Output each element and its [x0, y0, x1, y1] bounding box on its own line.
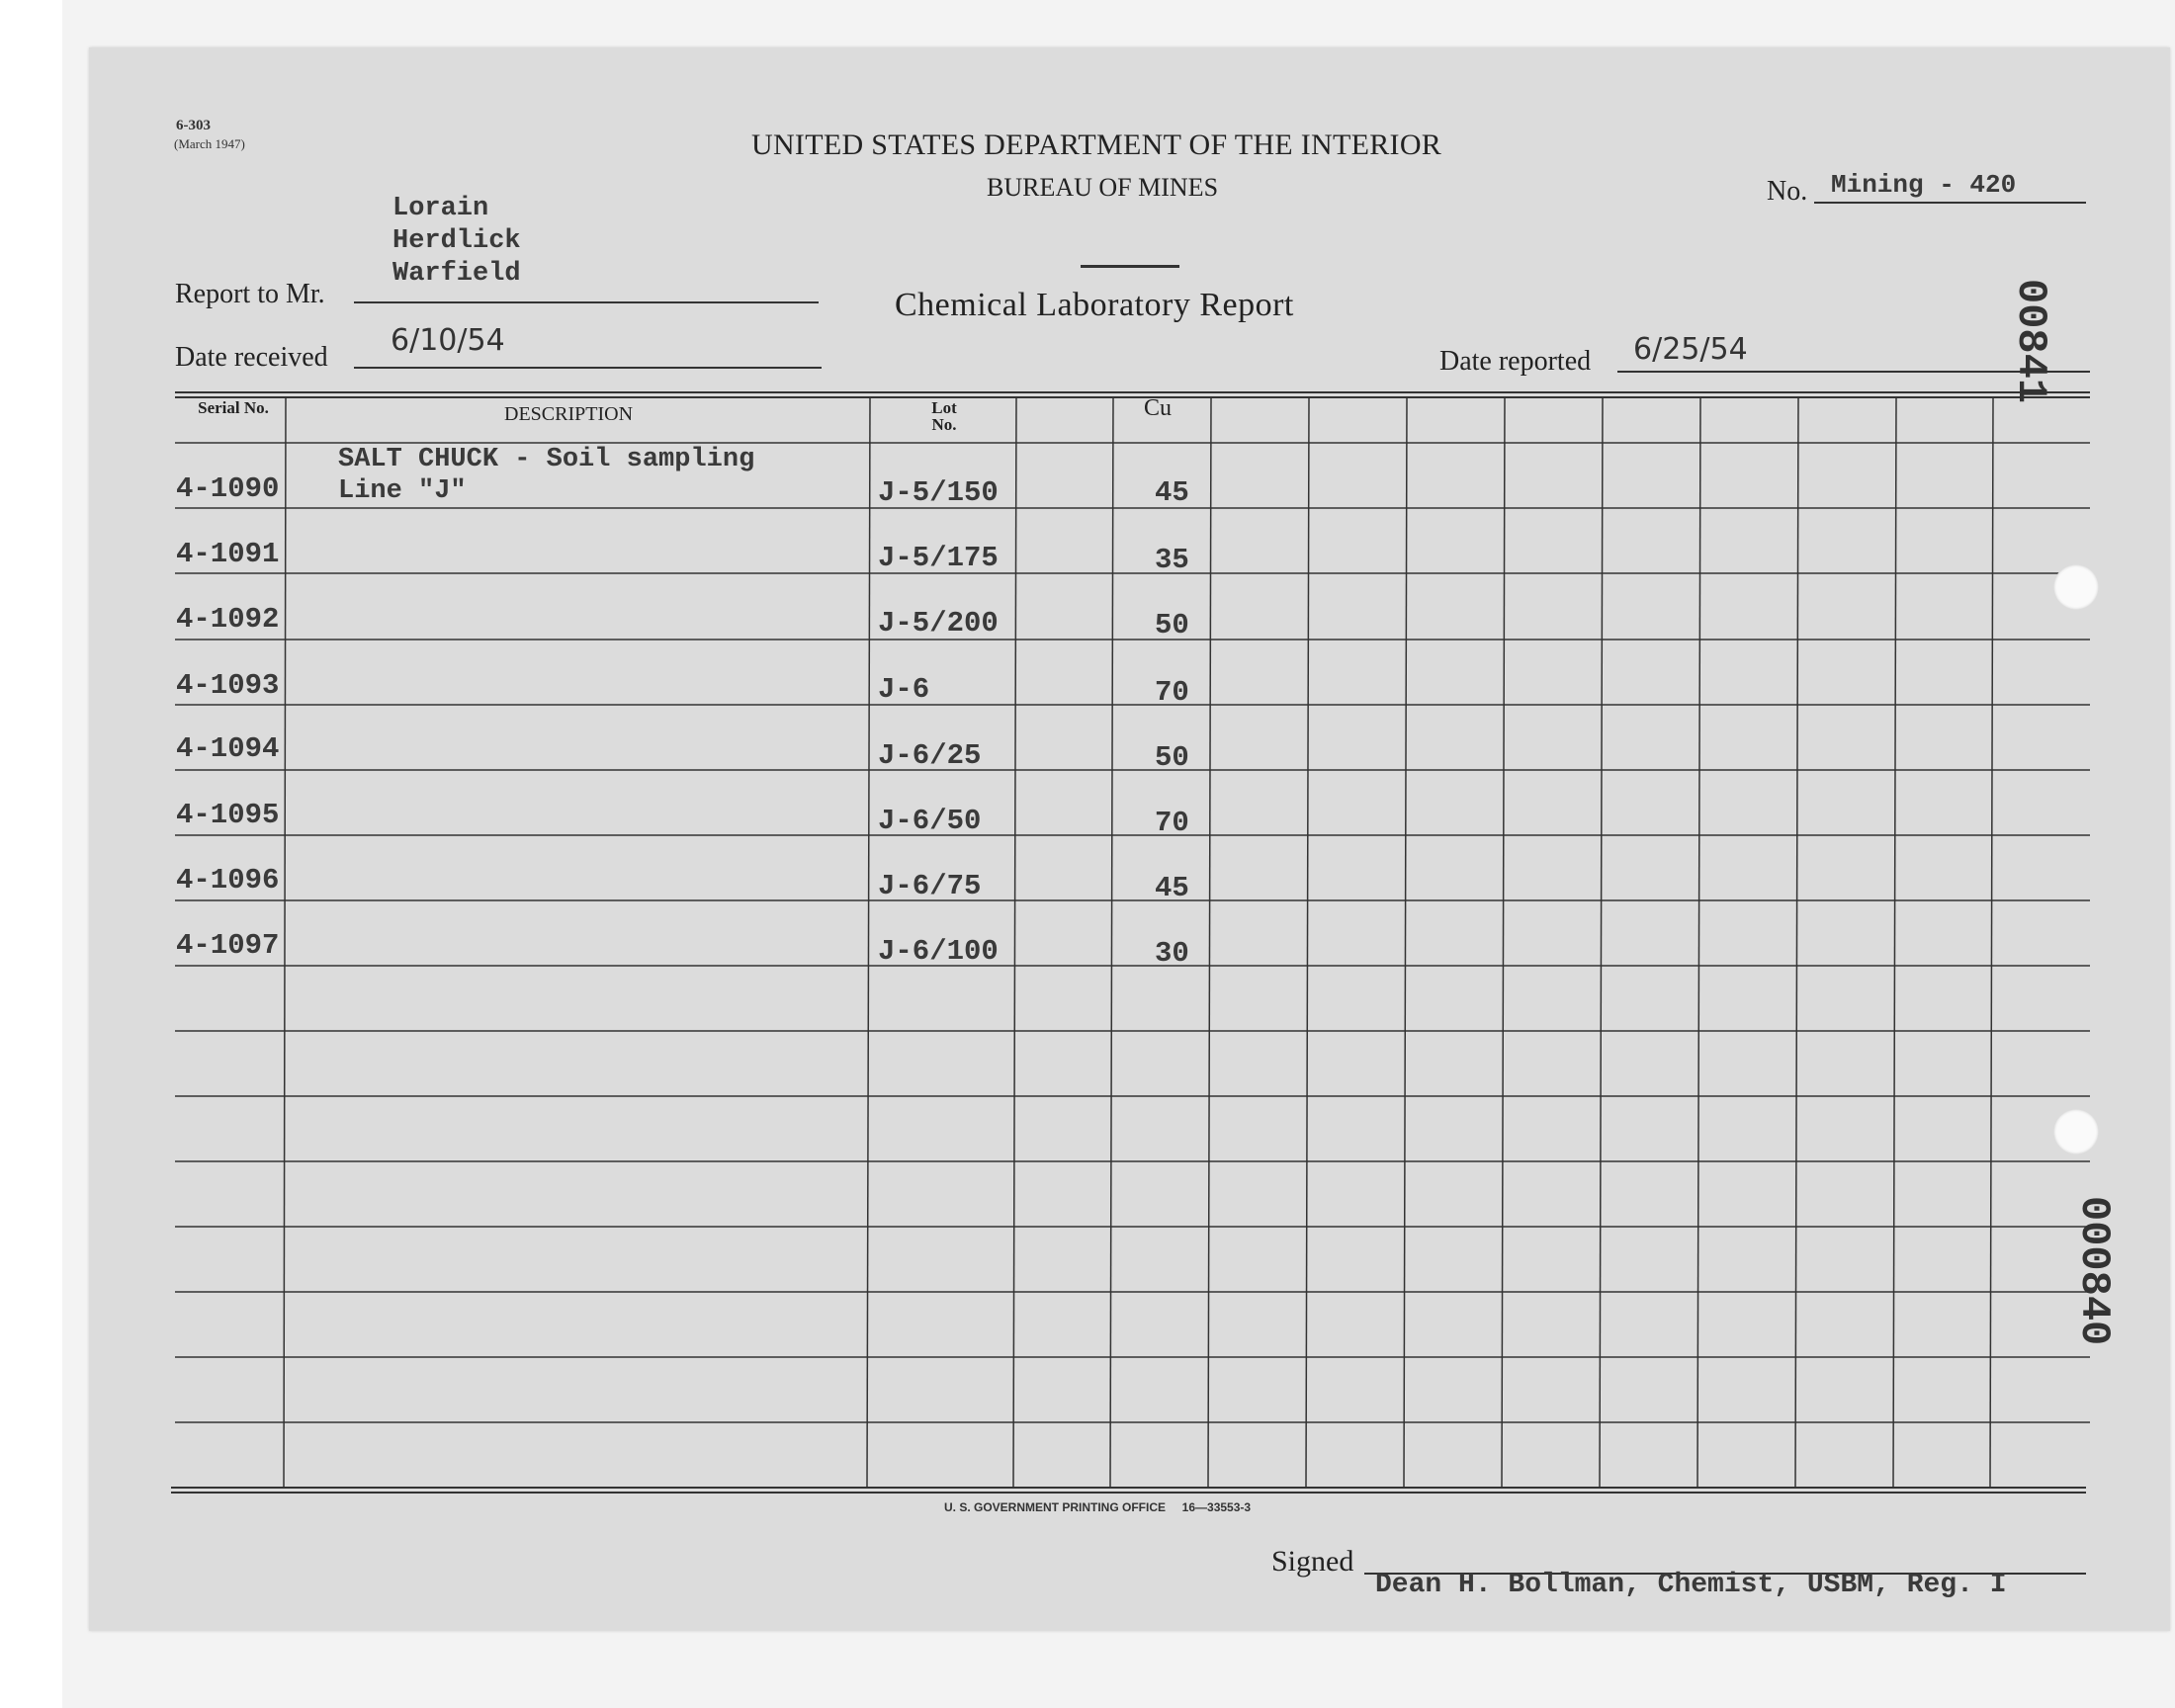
cu-cell: 70	[1155, 807, 1189, 839]
cu-cell: 45	[1155, 476, 1189, 509]
cu-cell: 45	[1155, 872, 1189, 904]
cu-cell: 50	[1155, 609, 1189, 641]
lot-cell: J-6/25	[878, 739, 982, 772]
punch-hole	[2053, 1109, 2099, 1154]
report-number-label: No.	[1767, 176, 1808, 207]
lot-cell: J-6/100	[878, 935, 999, 968]
cu-cell: 50	[1155, 741, 1189, 774]
cu-cell: 70	[1155, 676, 1189, 709]
serial-cell: 4-1093	[176, 669, 280, 702]
signed-label: Signed	[1271, 1545, 1354, 1578]
report-title: Chemical Laboratory Report	[895, 287, 1294, 323]
description-line: SALT CHUCK - Soil sampling	[338, 445, 755, 474]
lot-cell: J-5/175	[878, 542, 999, 574]
lot-header: Lot No.	[931, 398, 957, 434]
bureau-heading: BUREAU OF MINES	[987, 173, 1219, 202]
date-received-value: 6/10/54	[391, 323, 505, 358]
serial-header: Serial No.	[198, 398, 269, 417]
description-line: Line "J"	[338, 476, 467, 506]
date-reported-value: 6/25/54	[1633, 332, 1748, 367]
punch-hole	[2053, 564, 2099, 610]
serial-cell: 4-1092	[176, 603, 280, 636]
cu-header: Cu	[1144, 395, 1173, 421]
lot-cell: J-6	[878, 673, 930, 706]
stamp-number-top: 00841	[2007, 279, 2054, 404]
date-received-label: Date received	[175, 342, 328, 373]
printing-office-line: U. S. GOVERNMENT PRINTING OFFICE 16—33553-3	[944, 1500, 1252, 1514]
serial-cell: 4-1097	[176, 929, 280, 962]
department-heading: UNITED STATES DEPARTMENT OF THE INTERIOR	[751, 128, 1442, 161]
cu-cell: 35	[1155, 544, 1189, 576]
recipient-name: Warfield	[392, 259, 521, 289]
description-header: DESCRIPTION	[504, 403, 634, 425]
stamp-number-bottom: 000840	[2070, 1196, 2118, 1346]
recipient-name: Herdlick	[392, 226, 521, 256]
report-number-value: Mining - 420	[1831, 170, 2017, 200]
serial-cell: 4-1095	[176, 799, 280, 831]
recipient-name: Lorain	[392, 194, 489, 223]
serial-cell: 4-1090	[176, 472, 280, 505]
report-to-label: Report to Mr.	[175, 279, 325, 309]
date-reported-label: Date reported	[1439, 346, 1592, 377]
lot-cell: J-5/200	[878, 607, 999, 640]
lot-cell: J-6/75	[878, 870, 982, 902]
serial-cell: 4-1094	[176, 732, 280, 765]
cu-cell: 30	[1155, 937, 1189, 970]
signed-value: Dean H. Bollman, Chemist, USBM, Reg. I	[1375, 1570, 2007, 1600]
lot-cell: J-6/50	[878, 805, 982, 837]
form-number: 6-303	[176, 118, 211, 133]
serial-cell: 4-1096	[176, 864, 280, 897]
lot-cell: J-5/150	[878, 476, 999, 509]
serial-cell: 4-1091	[176, 538, 280, 570]
form-date: (March 1947)	[174, 136, 245, 151]
